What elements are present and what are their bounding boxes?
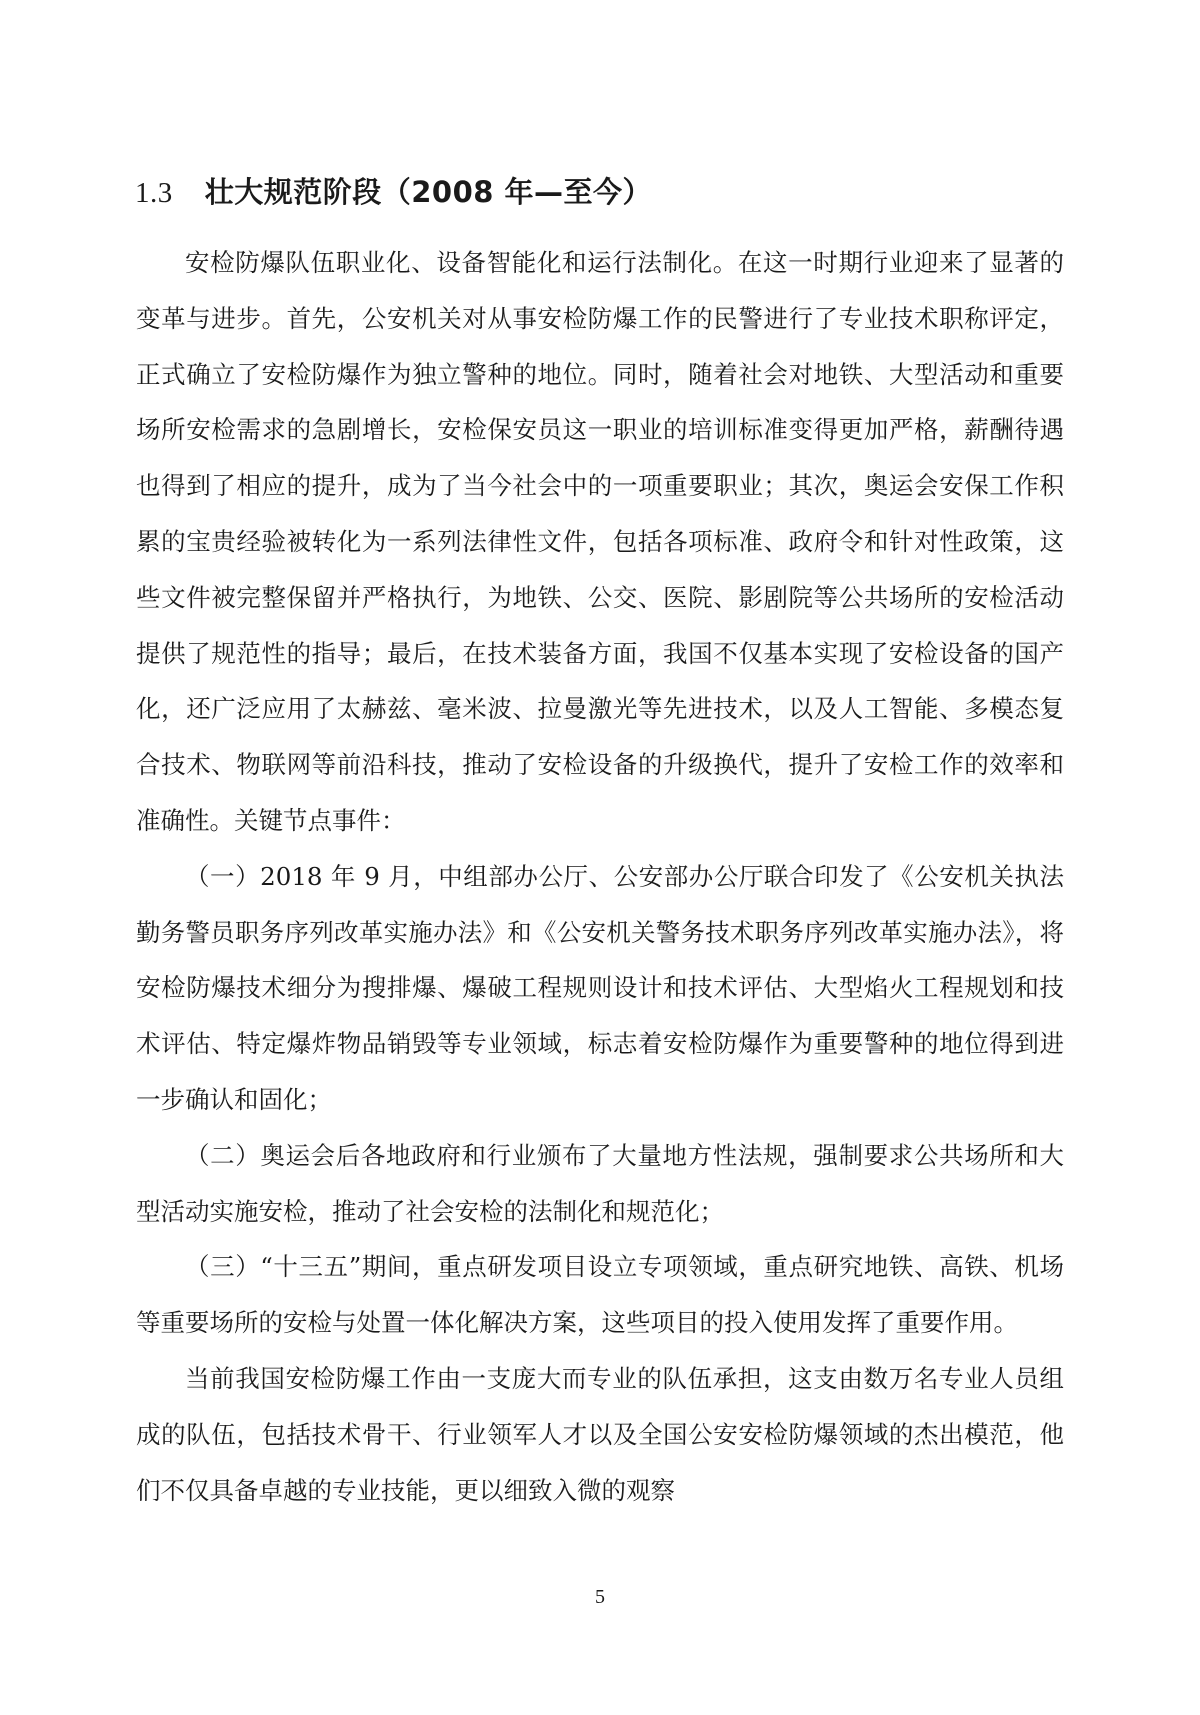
section-title: 壮大规范阶段（2008 年—至今） [204,175,653,209]
paragraph-event-2: （二）奥运会后各地政府和行业颁布了大量地方性法规，强制要求公共场所和大型活动实施安检，推动了社会安检的法制化和规范化； [136,1140,1064,1226]
section-heading [135,175,653,209]
paragraph-intro: 安检防爆队伍职业化、设备智能化和运行法制化。在这一时期行业迎来了显著的变革与进步。首先，公安机关对从事安检防爆工作的民警进行了专业技术职称评定，正式确立了安检防爆作为独立警种的地位。同时，随着社会对地铁、大型活动和重要场所安检需求的急剧增长，安检保安员这一职业的培训标准变得更加严格，薪酬待遇也得到了相应的提升，成为了当今社会中的一项重要职业；其次，奥运会安保工作积累的宝贵经验被转化为一系列法律性文件，包括各项标准、政府令和针对性政策，这些文件被完整保留并严格执行，为地铁、公交、医院、影剧院等公共场所的安检活动提供了规范性的指导；最后，在技术装备方面，我国不仅基本实现了安检设备的国产化，还广泛应用了太赫兹、毫米波、拉曼激光等先进技术，以及人工智能、多模态复合技术、物联网等前沿科技，推动了安检设备的升级换代，提升了安检工作的效率和准确性。关键节点事件： [136,248,1064,835]
page-number: 5 [595,1586,605,1608]
paragraph-event-1: （一）2018 年 9 月，中组部办公厅、公安部办公厅联合印发了《公安机关执法勤务警员职务序列改革实施办法》和《公安机关警务技术职务序列改革实施办法》，将安检防爆技术细分为搜排爆、爆破工程规则设计和技术评估、大型焰火工程规划和技术评估、特定爆炸物品销毁等专业领域，标志着安检防爆作为重要警种的地位得到进一步确认和固化； [136,861,1064,1114]
section-number: 1.3 [135,177,173,209]
body-text [136,235,1064,1518]
paragraph-event-3: （三）“十三五”期间，重点研发项目设立专项领域，重点研究地铁、高铁、机场等重要场所的安检与处置一体化解决方案，这些项目的投入使用发挥了重要作用。 [136,1252,1064,1338]
paragraph-current: 当前我国安检防爆工作由一支庞大而专业的队伍承担，这支由数万名专业人员组成的队伍，包括技术骨干、行业领军人才以及全国公安安检防爆领域的杰出模范，他们不仅具备卓越的专业技能，更以细致入微的观察 [136,1363,1064,1505]
